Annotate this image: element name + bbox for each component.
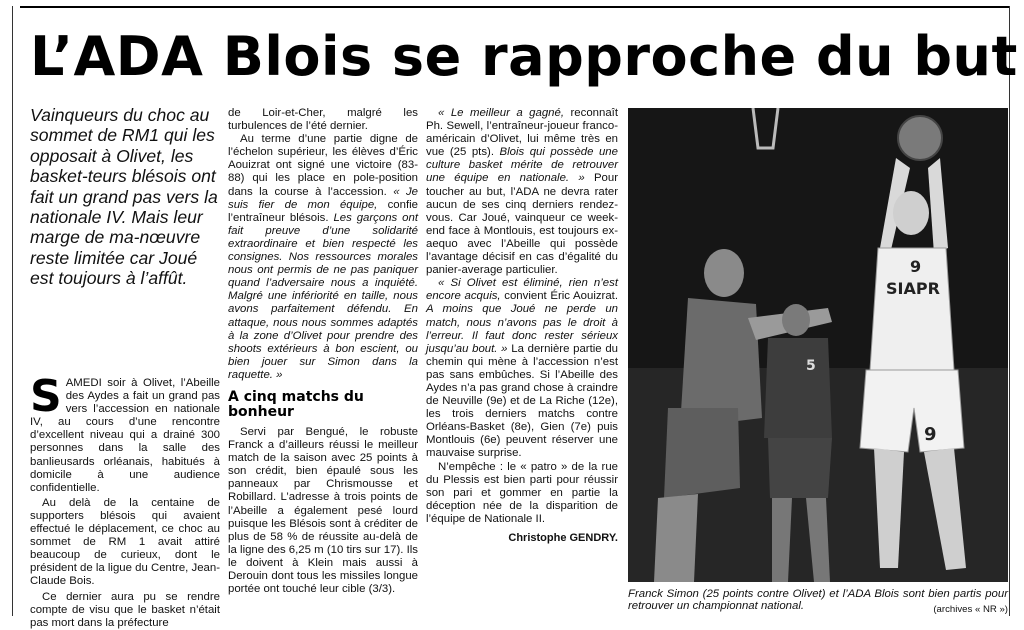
column-3	[426, 107, 618, 545]
col2-paragraph-3: Servi par Bengué, le robuste Franck a d’ailleurs réussi le meilleur match de la saison avec 25 points à son crédit, bien épaulé sous les panneaux par Chrismousse et Robillard. L’adresse à trois points de l’Abeille a également pesé lourd puisque les Blésois sont à créditer de plus de 58 % de réussite au-delà de la ligne des 6,25 m (10 tirs sur 17). Ils le doivent à Klein mais aussi à Derouin dont tous les missiles longue portée ont touché leur cible (3/3).	[228, 425, 418, 596]
photo-credit: (archives « NR »)	[933, 604, 1008, 615]
defender-jersey-number-text: 5	[806, 358, 816, 374]
author-signature: Christophe GENDRY.	[508, 532, 618, 544]
col3-p1-text-b: Pour toucher au but, l’ADA ne devra rater aucun de ses cinq derniers rendez-vous. Car Joué, vainqueur ce week-end face à Montlouis, est toujours ex-aequo avec l’Abeille qui possède l’avantage décisif en cas d’égalité du panier-average particulier.	[426, 172, 618, 277]
col1-paragraph-1	[30, 371, 220, 495]
subheading: A cinq matchs du bonheur	[228, 388, 364, 420]
col3-p1-text-a: reconnaît Ph. Sewell, l’entraîneur-joueur franco-américain d’Olivet, lui même très en vue (25 pts).	[426, 107, 618, 159]
column-1	[30, 371, 220, 630]
col3-paragraph-1	[426, 107, 618, 277]
col3-p1-quote-b: Blois qui possède une culture basket mérite de retrouver une équipe en nationale. »	[426, 146, 618, 185]
right-column-rule	[1009, 6, 1010, 616]
drop-cap: S	[30, 371, 62, 422]
col2-p2-text-b: confie l’entraîneur blésois.	[228, 198, 418, 224]
col3-paragraph-2	[426, 277, 618, 460]
column-2	[228, 107, 418, 596]
col3-p2-quote-b: A moins que Joué ne perde un match, nous n’avons pas le droit à l’erreur. Il faut donc rester sérieux jusqu’au bout. »	[426, 303, 618, 355]
jersey-sponsor-text: SIAPR	[886, 279, 940, 298]
jersey-number-text: 9	[910, 257, 922, 276]
col3-p1-quote-a: « Le meilleur a gagné,	[438, 107, 571, 119]
col1-paragraph-2: Au delà de la centaine de supporters blésois qui avaient effectué le déplacement, ce choc au sommet de RM 1 avait attiré beaucoup de curieux, dont le président de la ligue du Centre, Jean-Claude Bois.	[30, 496, 220, 588]
col2-p2-quote-b: Les garçons ont fait preuve d’une solidarité extraordinaire et bien respecté les consignes. Nos ressources morales nous ont permis de ne pas paniquer quand l’adversaire nous a inquiété. Malgré une infériorité en taille, nous avons parfaitement défendu. En attaque, nous nous sommes adaptés à la zone d’Olivet pour prendre des shoots extérieurs à bon escient, ou bien jouer sur Simon dans la raquette. »	[228, 211, 418, 381]
col3-paragraph-3: N’empêche : le « patro » de la rue du Plessis est bien parti pour réussir son pari et gommer en partie la déception née de la disparition de l’équipe de Nationale II.	[426, 460, 618, 525]
col3-p2-text-b: La dernière partie du chemin qui mène à l’accession n’est pas sans embûches. Si l’Abeille des Aydes n’a pas grand chose à craindre de Neuville (9e) et de La Riche (12e), les trois derniers matchs contre Orléans-Basket (8e), Gien (7e) puis Montlouis (6e) peuvent réserver une mauvaise surprise.	[426, 342, 618, 460]
photo-illustration	[628, 108, 1008, 582]
col3-p2-text-a: convient Éric Aouizrat.	[504, 290, 618, 303]
col2-p2-quote-a: « Je suis fier de mon équipe,	[228, 185, 418, 211]
col3-p2-quote-a: « Si Olivet est éliminé, rien n’est encore acquis,	[426, 277, 618, 303]
left-column-rule	[12, 6, 13, 616]
col1-paragraph-1-text: AMEDI soir à Olivet, l’Abeille des Aydes a fait un grand pas vers l’accession en nationale IV, au cours d’une rencontre d’excellent niveau qui a drainé 300 personnes dans la salle des banlieusards orléanais, habitués à domicile à une audience confidentielle.	[30, 377, 220, 494]
basketball-icon	[898, 116, 942, 160]
top-rule	[20, 6, 1010, 8]
photo-caption: Franck Simon (25 points contre Olivet) et l’ADA Blois sont bien partis pour retrouver un championnat national.	[628, 588, 1008, 613]
basketball-photo	[628, 108, 1008, 582]
col1-paragraph-3: Ce dernier aura pu se rendre compte de visu que le basket n’était pas mort dans la préfecture	[30, 590, 220, 629]
headline: L’ADA Blois se rapproche du but	[30, 25, 1018, 88]
col2-paragraph-1: de Loir-et-Cher, malgré les turbulences de l’été dernier.	[228, 107, 418, 133]
lead-paragraph: Vainqueurs du choc au sommet de RM1 qui les opposait à Olivet, les basket-teurs blésois ont fait un grand pas vers la nationale IV. Mais leur marge de ma-nœuvre reste limitée car Joué est toujours à l’affût.	[30, 105, 218, 289]
col2-p2-text-a: Au terme d’une partie digne de l’échelon supérieur, les élèves d’Éric Aouizrat ont signé une victoire (83-88) qui les place en pole-position dans la course à l’accession.	[228, 133, 418, 198]
shorts-number-text: 9	[924, 424, 937, 445]
col2-paragraph-2	[228, 133, 418, 382]
